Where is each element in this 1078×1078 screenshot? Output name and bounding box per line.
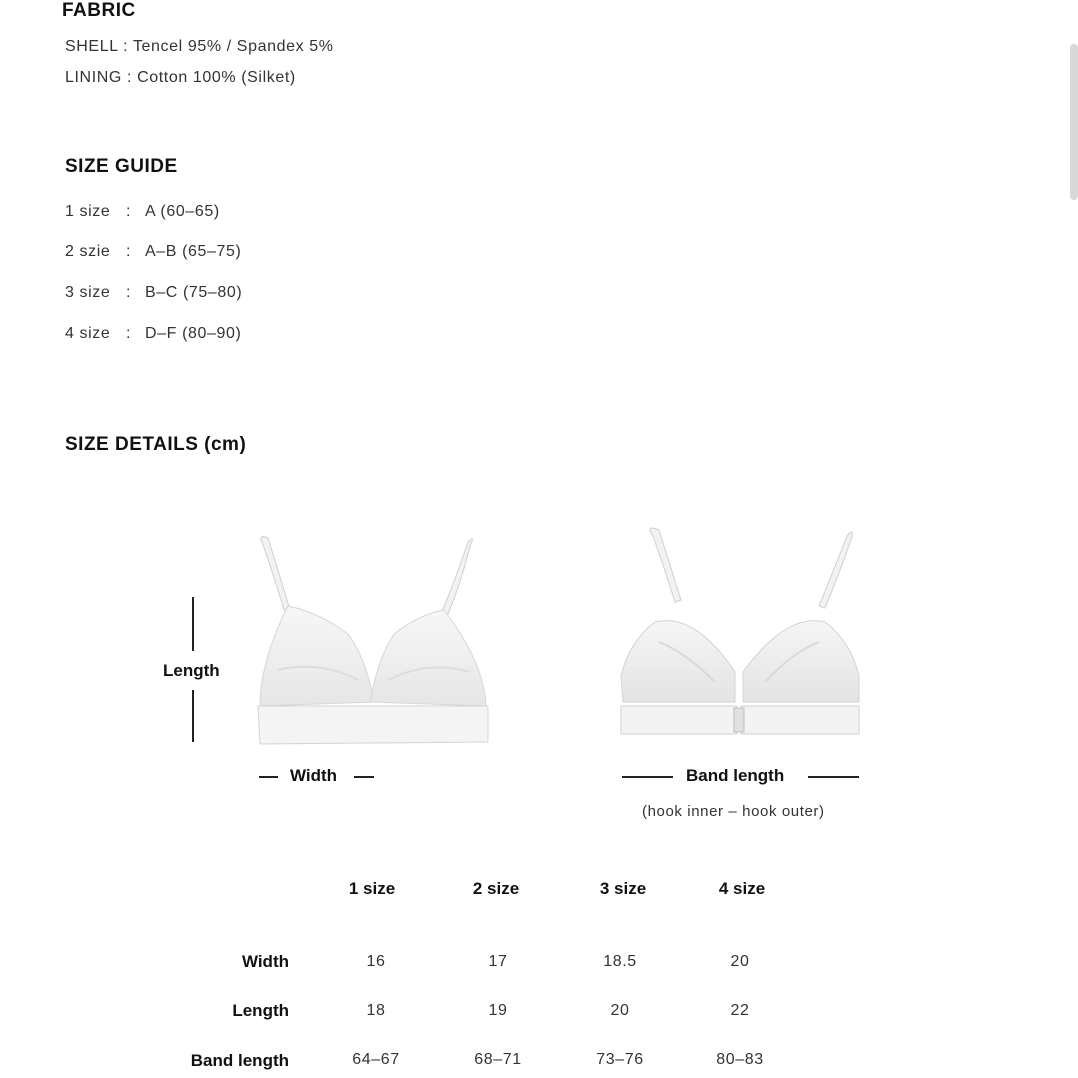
size-guide-size: 2 szie xyxy=(65,243,111,260)
size-guide-range: D–F (80–90) xyxy=(145,325,242,342)
table-row-label: Length xyxy=(232,1001,289,1020)
table-header: 1 size xyxy=(348,879,396,898)
fabric-lining: LINING : Cotton 100% (Silket) xyxy=(65,69,296,86)
size-guide-range: A (60–65) xyxy=(145,203,220,220)
length-arrow-top xyxy=(192,597,194,651)
table-header: 2 size xyxy=(472,879,520,898)
scrollbar[interactable] xyxy=(1070,44,1078,200)
table-cell: 16 xyxy=(366,953,386,970)
table-cell: 19 xyxy=(488,1002,508,1019)
table-cell: 80–83 xyxy=(716,1051,764,1068)
table-cell: 20 xyxy=(730,953,750,970)
size-guide-size: 4 size xyxy=(65,325,111,342)
size-guide-sep: : xyxy=(126,203,132,220)
table-cell: 73–76 xyxy=(596,1051,644,1068)
bra-front-image xyxy=(248,530,498,750)
width-label: Width xyxy=(290,766,338,785)
band-line-left xyxy=(622,776,673,778)
table-row-label: Band length xyxy=(190,1051,289,1070)
table-cell: 22 xyxy=(730,1002,750,1019)
table-cell: 64–67 xyxy=(352,1051,400,1068)
size-guide-size: 1 size xyxy=(65,203,111,220)
size-guide-range: B–C (75–80) xyxy=(145,284,243,301)
fabric-shell: SHELL : Tencel 95% / Spandex 5% xyxy=(65,38,334,55)
table-cell: 68–71 xyxy=(474,1051,522,1068)
band-line-right xyxy=(808,776,859,778)
size-details-title: SIZE DETAILS (cm) xyxy=(65,434,247,455)
fabric-title: FABRIC xyxy=(62,0,136,21)
band-length-note: (hook inner – hook outer) xyxy=(642,803,825,820)
size-guide-range: A–B (65–75) xyxy=(145,243,242,260)
bra-back-image xyxy=(615,522,865,742)
table-cell: 18 xyxy=(366,1002,386,1019)
size-guide-title: SIZE GUIDE xyxy=(65,156,178,177)
length-arrow-bottom xyxy=(192,690,194,742)
table-row-label: Width xyxy=(241,952,289,971)
table-cell: 18.5 xyxy=(603,953,637,970)
table-header: 4 size xyxy=(718,879,766,898)
size-guide-sep: : xyxy=(126,325,132,342)
table-header: 3 size xyxy=(599,879,647,898)
band-length-label: Band length xyxy=(686,766,785,785)
table-cell: 20 xyxy=(610,1002,630,1019)
size-guide-size: 3 size xyxy=(65,284,111,301)
width-line-left xyxy=(259,776,278,778)
table-cell: 17 xyxy=(488,953,508,970)
width-line-right xyxy=(354,776,374,778)
size-guide-sep: : xyxy=(126,243,132,260)
length-label: Length xyxy=(163,661,220,680)
size-guide-sep: : xyxy=(126,284,132,301)
